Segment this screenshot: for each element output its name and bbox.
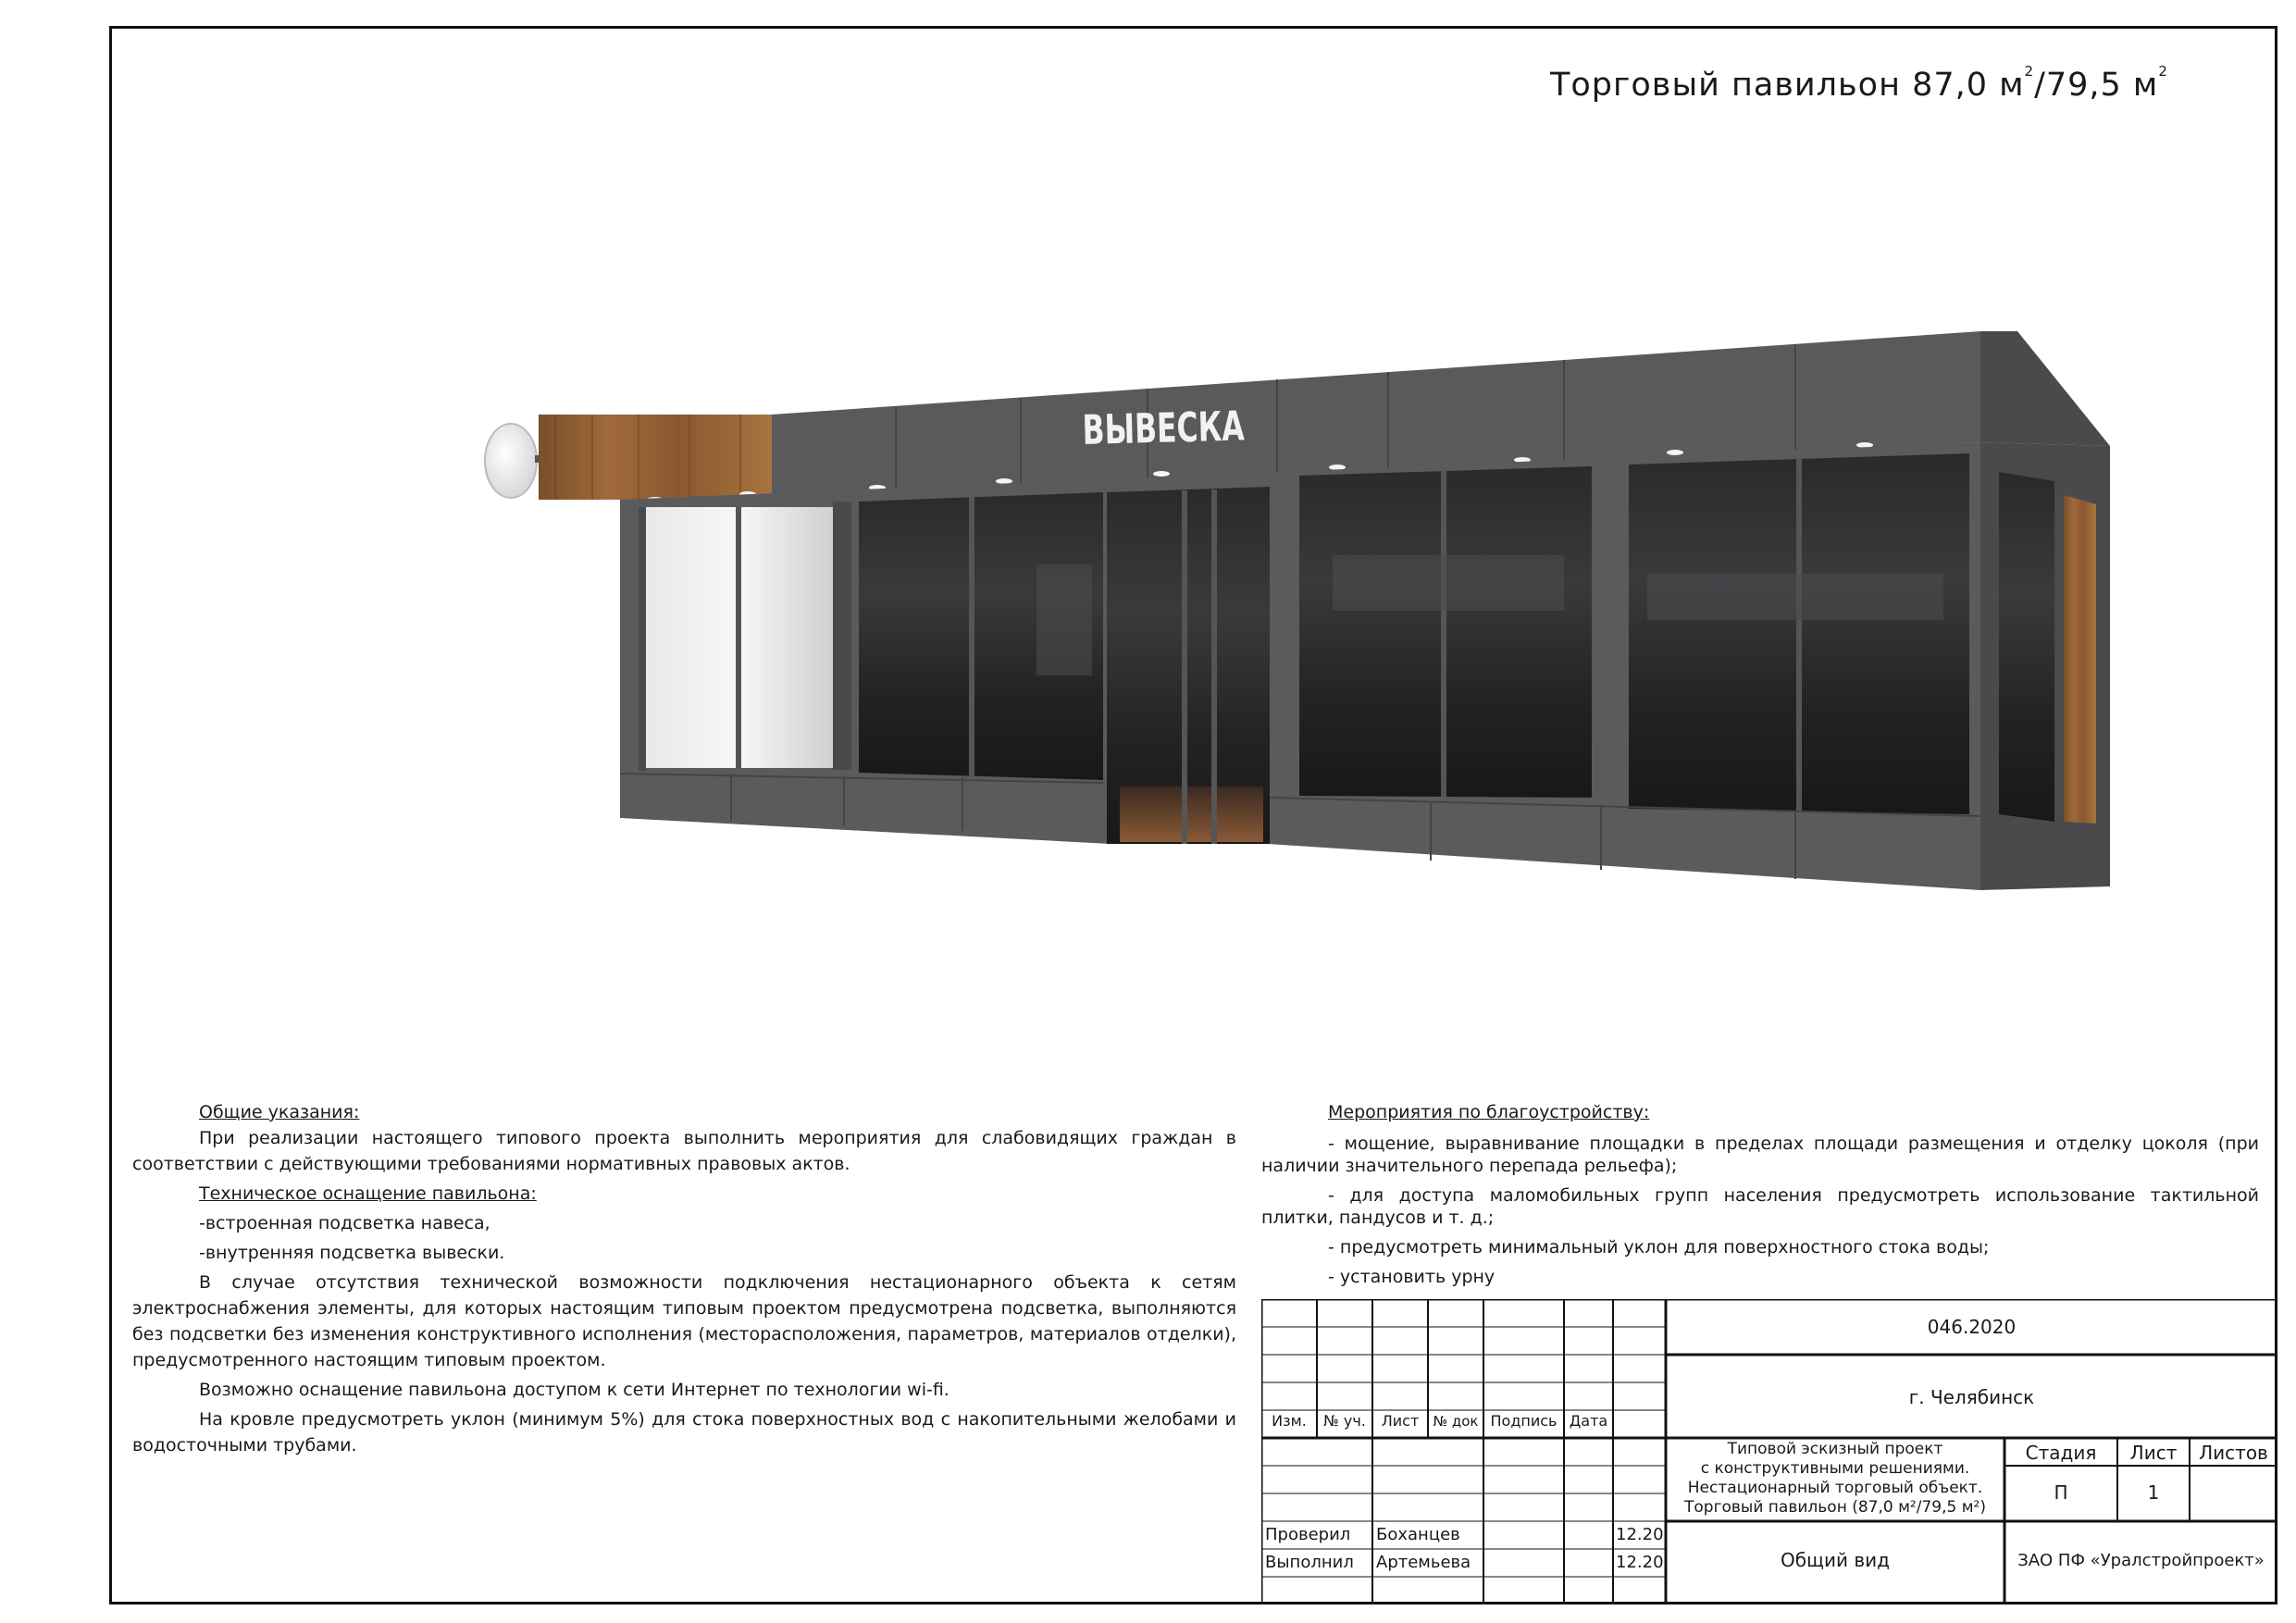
stage-value: П (2054, 1481, 2068, 1504)
title-block (1261, 1299, 2277, 1604)
general-notes (132, 1099, 1236, 1458)
col-podpis: Подпись (1490, 1412, 1558, 1430)
landscaping-heading: Мероприятия по благоустройству: (1328, 1102, 1650, 1122)
general-p4: На кровле предусмотреть уклон (минимум 5%) для стока поверхностных вод с накопительными желобами и водосточными трубами. (132, 1409, 1236, 1456)
sheets-label: Листов (2199, 1442, 2268, 1464)
col-list: Лист (1381, 1412, 1420, 1430)
sign-text: ВЫВЕСКА (1081, 401, 1310, 454)
col-izm: Изм. (1272, 1412, 1307, 1430)
tech-item: -внутренняя подсветка вывески. (199, 1243, 505, 1263)
landscaping-item: - предусмотреть минимальный уклон для поверхностного стока воды; (1328, 1237, 1990, 1258)
landscaping-item: - установить урну (1328, 1267, 1496, 1287)
landscaping-notes (1261, 1099, 2259, 1295)
done-label: Выполнил (1265, 1553, 1354, 1572)
sheet-label: Лист (2129, 1442, 2178, 1464)
stage-label: Стадия (2025, 1442, 2097, 1464)
checked-date: 12.20 (1616, 1525, 1664, 1544)
project-description: Типовой эскизный проект с конструктивными решениями. Нестационарный торговый объект. Торговый павильон (87,0 м²/79,5 м²) (1684, 1440, 1986, 1517)
sheet-value: 1 (2147, 1481, 2160, 1504)
checked-name: Боханцев (1376, 1525, 1460, 1544)
general-p2: В случае отсутствия технической возможности подключения нестационарного объекта к сетям электроснабжения элементы, для которых настоящим типовым проектом предусмотрена подсветка, выполняются без подсветки без изменения конструктивного исполнения (месторасположения, параметров, материалов отделки), предусмотренного настоящим типовым проектом. (132, 1272, 1236, 1370)
checked-label: Проверил (1265, 1525, 1351, 1544)
tech-heading: Техническое оснащение павильона: (199, 1183, 537, 1204)
general-heading: Общие указания: (199, 1102, 360, 1122)
view-name: Общий вид (1781, 1549, 1890, 1571)
landscaping-item: - для доступа маломобильных групп населения предусмотреть использование тактильной плитки, пандусов и т. д.; (1261, 1185, 2259, 1228)
city: г. Челябинск (1908, 1386, 2035, 1408)
col-data: Дата (1569, 1412, 1608, 1430)
landscaping-item: - мощение, выравнивание площадки в пределах площади размещения и отделку цоколя (при наличии значительного перепада рельефа); (1261, 1134, 2259, 1176)
col-nuch: № уч. (1323, 1412, 1366, 1430)
general-p3: Возможно оснащение павильона доступом к сети Интернет по технологии wi-fi. (199, 1380, 949, 1400)
company-name: ЗАО ПФ «Уралстройпроект» (2017, 1551, 2265, 1570)
general-p1: При реализации настоящего типового проекта выполнить мероприятия для слабовидящих граждан в соответствии с действующими требованиями нормативных правовых актов. (132, 1128, 1236, 1174)
project-code: 046.2020 (1927, 1316, 2017, 1338)
sheet-title: Торговый павильон 87,0 $м^2/79,5$ $м^2$ (1550, 63, 2168, 104)
col-ndok: № док (1433, 1413, 1479, 1430)
done-date: 12.20 (1616, 1553, 1664, 1572)
done-name: Артемьева (1376, 1553, 1471, 1572)
tech-item: -встроенная подсветка навеса, (199, 1213, 490, 1233)
